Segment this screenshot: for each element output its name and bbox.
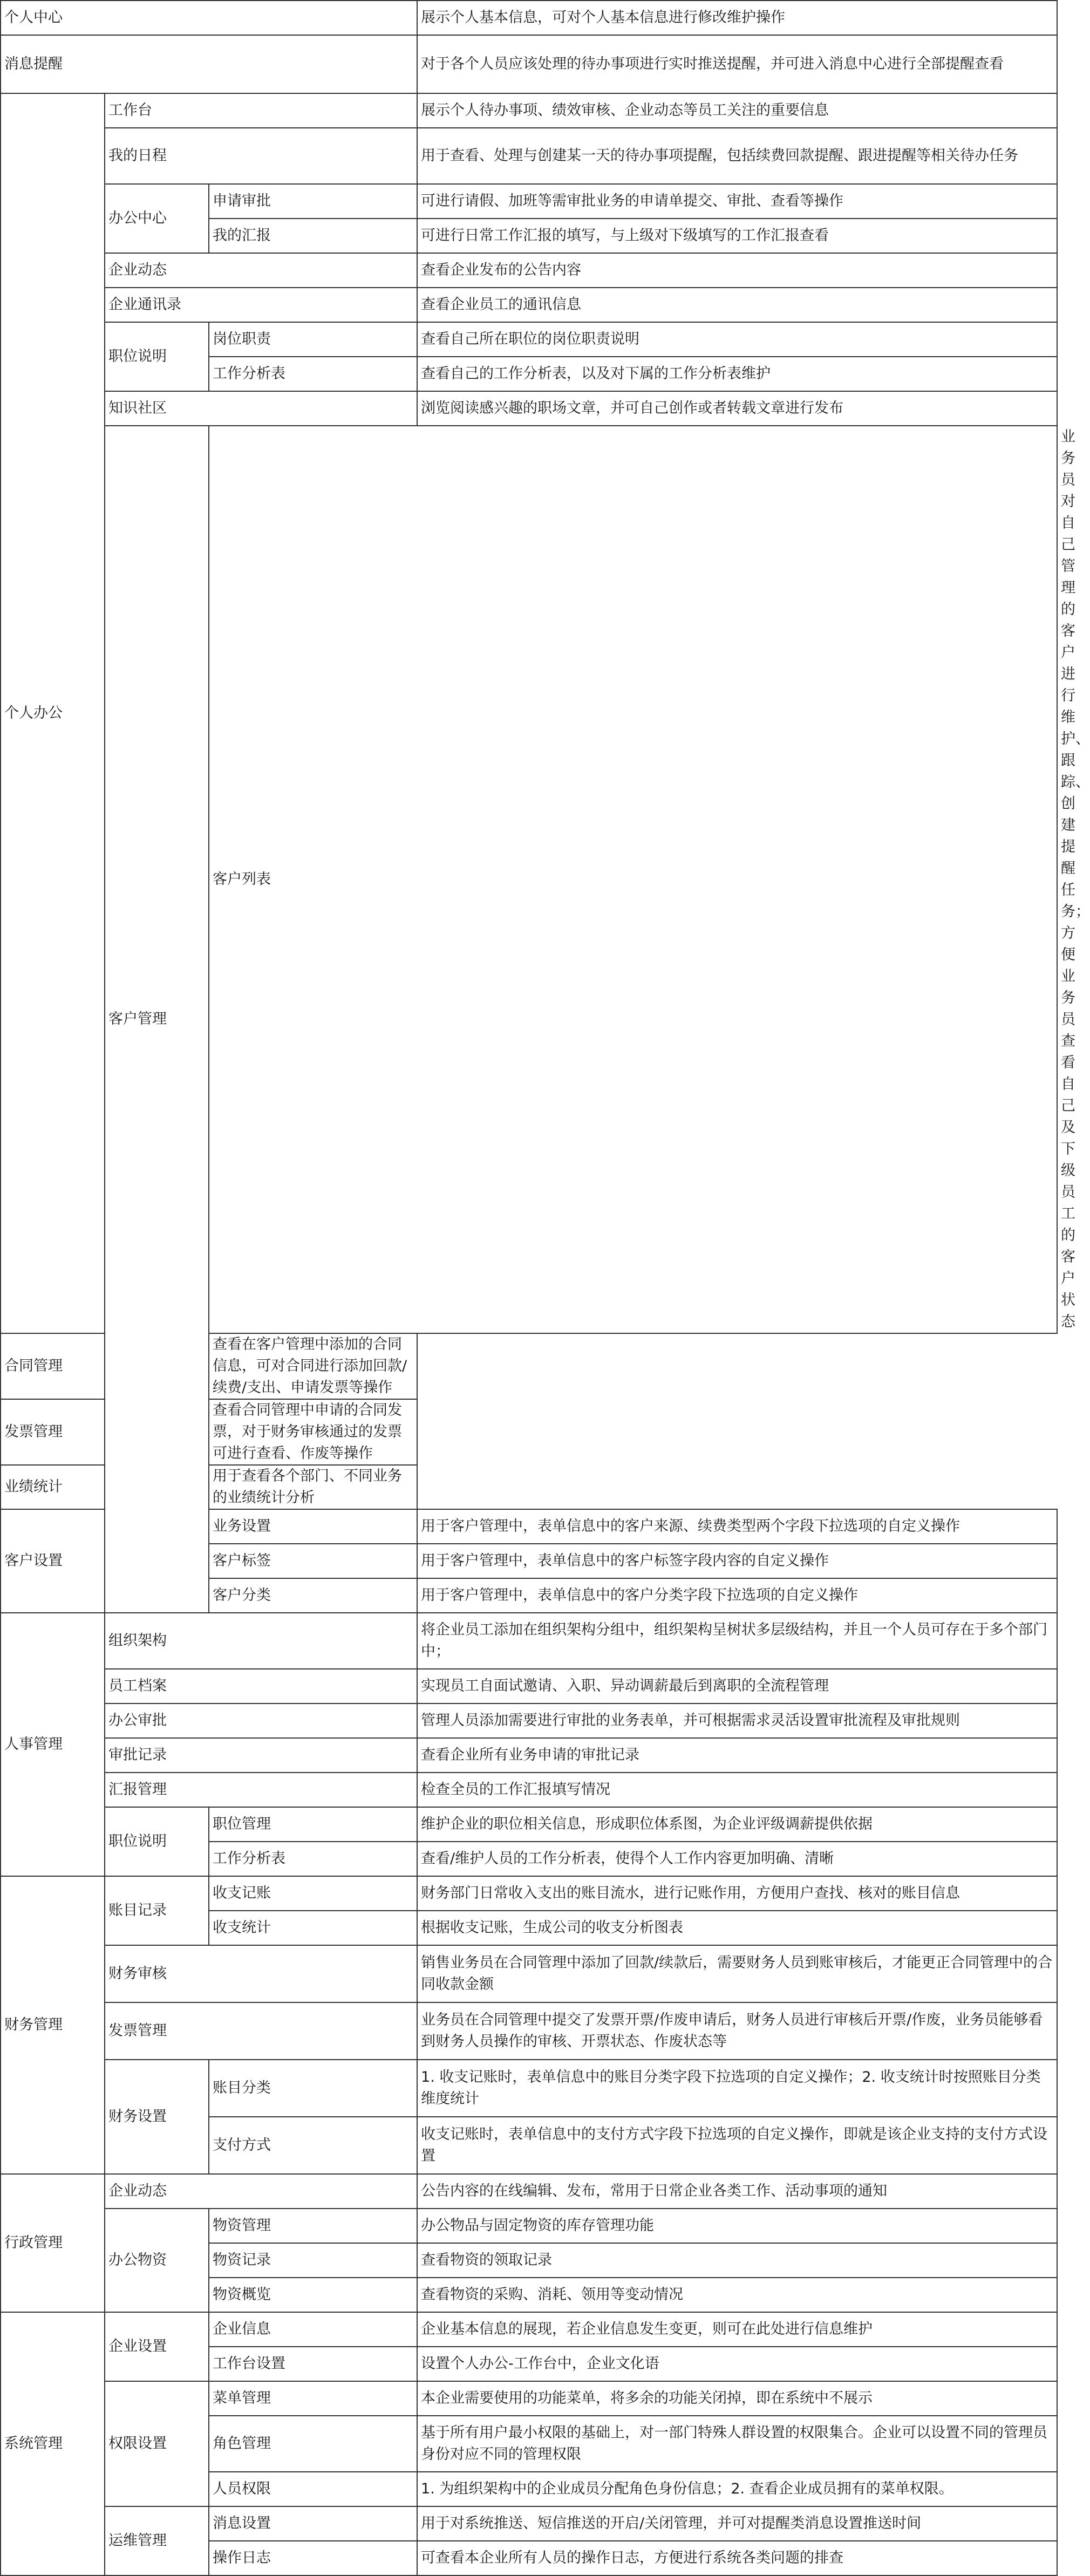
table-cell: 企业信息: [209, 2312, 417, 2347]
table-row: [1, 2174, 1057, 2209]
table-row: [1, 2060, 1057, 2117]
table-cell: 用于查看、处理与创建某一天的待办事项提醒，包括续费回款提醒、跟进提醒等相关待办任务: [417, 128, 1057, 184]
table-cell: 可进行请假、加班等需审批业务的申请单提交、审批、查看等操作: [417, 184, 1057, 219]
table-cell: 办公物资: [105, 2209, 209, 2312]
table-cell: 工作台设置: [209, 2347, 417, 2381]
table-cell: 企业设置: [105, 2312, 209, 2381]
table-cell: 管理人员添加需要进行审批的业务表单，并可根据需求灵活设置审批流程及审批规则: [417, 1703, 1057, 1738]
table-cell: 浏览阅读感兴趣的职场文章，并可自己创作或者转载文章进行发布: [417, 391, 1057, 426]
table-row: [1, 1945, 1057, 2002]
table-cell: 将企业员工添加在组织架构分组中，组织架构呈树状多层级结构，并且一个人员可存在于多个部门中；: [417, 1613, 1057, 1669]
table-cell: 消息设置: [209, 2506, 417, 2541]
table-cell: 公告内容的在线编辑、发布，常用于日常企业各类工作、活动事项的通知: [417, 2174, 1057, 2209]
table-cell: 工作分析表: [209, 1842, 417, 1876]
table-cell: 财务审核: [105, 1945, 417, 2002]
table-cell: 展示个人待办事项、绩效审核、企业动态等员工关注的重要信息: [417, 93, 1057, 128]
table-row: [1, 2381, 1057, 2416]
table-cell: 审批记录: [105, 1738, 417, 1773]
table-cell: 系统管理: [1, 2312, 105, 2575]
table-cell: 用于客户管理中，表单信息中的客户标签字段内容的自定义操作: [417, 1544, 1057, 1578]
table-row: 客户管理 客户列表 业务员对自己管理的客户进行维护、跟踪、创建提醒任务；方便业务员查看自己及下级员工的客户状态: [1, 426, 1057, 1333]
table-row: [1, 1738, 1057, 1773]
table-cell: 企业通讯录: [105, 288, 417, 322]
table-cell: 业务员在合同管理中提交了发票开票/作废申请后，财务人员进行审核后开票/作废，业务员能够看到财务人员操作的审核、开票状态、作废状态等: [417, 2002, 1057, 2060]
table-cell: 我的日程: [105, 128, 417, 184]
table-row: [1, 2209, 1057, 2243]
table-cell: 销售业务员在合同管理中添加了回款/续款后，需要财务人员到账审核后，才能更正合同管理中的合同收款金额: [417, 1945, 1057, 2002]
table-cell: 客户管理: [105, 426, 209, 1613]
table-cell: 1. 收支记账时，表单信息中的账目分类字段下拉选项的自定义操作；2. 收支统计时按照账目分类维度统计: [417, 2060, 1057, 2117]
table-row: [1, 1807, 1057, 1842]
table-cell: 工作分析表: [209, 357, 417, 391]
table-cell: 展示个人基本信息，可对个人基本信息进行修改维护操作: [417, 1, 1057, 35]
table-cell: 用于客户管理中，表单信息中的客户分类字段下拉选项的自定义操作: [417, 1578, 1057, 1613]
table-cell: 根据收支记账，生成公司的收支分析图表: [417, 1911, 1057, 1945]
table-cell: 支付方式: [209, 2117, 417, 2174]
table-cell: 角色管理: [209, 2416, 417, 2472]
table-cell: 行政管理: [1, 2174, 105, 2312]
table-cell: 业绩统计: [1, 1465, 209, 1509]
table-cell: 知识社区: [105, 391, 417, 426]
table-row: [1, 128, 1057, 184]
table-cell: 本企业需要使用的功能菜单，将多余的功能关闭掉，即在系统中不展示: [417, 2381, 1057, 2416]
table-row: [1, 322, 1057, 357]
table-cell: 职位说明: [105, 322, 209, 391]
table-row: [1, 1703, 1057, 1738]
table-cell: 岗位职责: [209, 322, 417, 357]
table-cell: 可查看本企业所有人员的操作日志，方便进行系统各类问题的排查: [417, 2541, 1057, 2575]
table-cell: 财务设置: [105, 2060, 209, 2174]
table-cell: 申请审批: [209, 184, 417, 219]
table-cell: 个人中心: [1, 1, 417, 35]
table-cell: 查看/维护人员的工作分析表，使得个人工作内容更加明确、清晰: [417, 1842, 1057, 1876]
table-cell: 用于查看各个部门、不同业务的业绩统计分析: [209, 1465, 417, 1509]
table-cell: 权限设置: [105, 2381, 209, 2506]
table-cell: 运维管理: [105, 2506, 209, 2575]
table-cell: 菜单管理: [209, 2381, 417, 2416]
table-cell: 发票管理: [1, 1399, 209, 1465]
table-cell: 查看合同管理中申请的合同发票，对于财务审核通过的发票可进行查看、作废等操作: [209, 1399, 417, 1465]
table-cell: 对于各个人员应该处理的待办事项进行实时推送提醒，并可进入消息中心进行全部提醒查看: [417, 35, 1057, 93]
table-row: [1, 184, 1057, 219]
table-row: [1, 253, 1057, 288]
table-cell: 职位管理: [209, 1807, 417, 1842]
table-cell: 实现员工自面试邀请、入职、异动调薪最后到离职的全流程管理: [417, 1669, 1057, 1703]
table-cell: 我的汇报: [209, 219, 417, 253]
table-cell: 企业动态: [105, 253, 417, 288]
table-row: [1, 1669, 1057, 1703]
table-row: [1, 35, 1057, 93]
table-cell: 合同管理: [1, 1333, 209, 1399]
table-row: [1, 391, 1057, 426]
table-cell: 发票管理: [105, 2002, 417, 2060]
table-cell: 职位说明: [105, 1807, 209, 1876]
table-cell: 查看企业员工的通讯信息: [417, 288, 1057, 322]
table-row: [1, 1613, 1057, 1669]
table-cell: 收支记账时，表单信息中的支付方式字段下拉选项的自定义操作，即就是该企业支持的支付方式设置: [417, 2117, 1057, 2174]
table-cell: 账目分类: [209, 2060, 417, 2117]
table-cell: 客户设置: [1, 1509, 105, 1613]
table-cell: 维护企业的职位相关信息，形成职位体系图，为企业评级调薪提供依据: [417, 1807, 1057, 1842]
table-cell: 查看企业所有业务申请的审批记录: [417, 1738, 1057, 1773]
table-cell: 企业基本信息的展现，若企业信息发生变更，则可在此处进行信息维护: [417, 2312, 1057, 2347]
table-cell: 业务设置: [209, 1509, 417, 1544]
table-cell: 工作台: [105, 93, 417, 128]
table-cell: 组织架构: [105, 1613, 417, 1669]
table-body: [1, 1, 1090, 2575]
table-cell: 查看物资的领取记录: [417, 2243, 1057, 2278]
table-cell: 办公物品与固定物资的库存管理功能: [417, 2209, 1057, 2243]
table-cell: 检查全员的工作汇报填写情况: [417, 1773, 1057, 1807]
table-cell: 客户分类: [209, 1578, 417, 1613]
table-cell: 查看在客户管理中添加的合同信息，可对合同进行添加回款/续费/支出、申请发票等操作: [209, 1333, 417, 1399]
table-row: [1, 1465, 1057, 1509]
table-row: [1, 93, 1057, 128]
table-cell: 个人办公: [1, 93, 105, 1333]
table-cell: 1. 为组织架构中的企业成员分配角色身份信息；2. 查看企业成员拥有的菜单权限。: [417, 2472, 1057, 2506]
table-row: [1, 1333, 1057, 1399]
table-row: [1, 2312, 1057, 2347]
table-cell: 企业动态: [105, 2174, 417, 2209]
table-cell: 收支记账: [209, 1876, 417, 1911]
table-cell: 物资管理: [209, 2209, 417, 2243]
table-cell: 查看物资的采购、消耗、领用等变动情况: [417, 2278, 1057, 2312]
table-row: [1, 1876, 1057, 1911]
table-cell: 人事管理: [1, 1613, 105, 1876]
table-cell: 员工档案: [105, 1669, 417, 1703]
table-row: [1, 288, 1057, 322]
table-cell: 可进行日常工作汇报的填写，与上级对下级填写的工作汇报查看: [417, 219, 1057, 253]
table-cell: 财务部门日常收入支出的账目流水，进行记账作用，方便用户查找、核对的账目信息: [417, 1876, 1057, 1911]
table-row: [1, 2506, 1057, 2541]
table-cell: 操作日志: [209, 2541, 417, 2575]
table-row: [1, 2002, 1057, 2060]
table-cell: 收支统计: [209, 1911, 417, 1945]
table-cell: 客户标签: [209, 1544, 417, 1578]
table-cell: 财务管理: [1, 1876, 105, 2174]
table-cell: 查看企业发布的公告内容: [417, 253, 1057, 288]
table-row: [1, 1, 1057, 35]
table-cell: 查看自己所在职位的岗位职责说明: [417, 322, 1057, 357]
table-cell: 物资记录: [209, 2243, 417, 2278]
table-cell: 办公审批: [105, 1703, 417, 1738]
table-cell: 用于对系统推送、短信推送的开启/关闭管理，并可对提醒类消息设置推送时间: [417, 2506, 1057, 2541]
table-cell: 查看自己的工作分析表，以及对下属的工作分析表维护: [417, 357, 1057, 391]
table-cell: 基于所有用户最小权限的基础上，对一部门特殊人群设置的权限集合。企业可以设置不同的管理员身份对应不同的管理权限: [417, 2416, 1057, 2472]
table-row: [1, 1399, 1057, 1465]
table-cell: 办公中心: [105, 184, 209, 253]
table-cell: 设置个人办公-工作台中，企业文化语: [417, 2347, 1057, 2381]
table-cell: 账目记录: [105, 1876, 209, 1945]
table-cell: 客户列表: [209, 426, 1057, 1333]
table-cell: 用于客户管理中，表单信息中的客户来源、续费类型两个字段下拉选项的自定义操作: [417, 1509, 1057, 1544]
table-cell: 人员权限: [209, 2472, 417, 2506]
table-cell: 消息提醒: [1, 35, 417, 93]
table-cell: 物资概览: [209, 2278, 417, 2312]
table-cell: 汇报管理: [105, 1773, 417, 1807]
table-row: [1, 1773, 1057, 1807]
